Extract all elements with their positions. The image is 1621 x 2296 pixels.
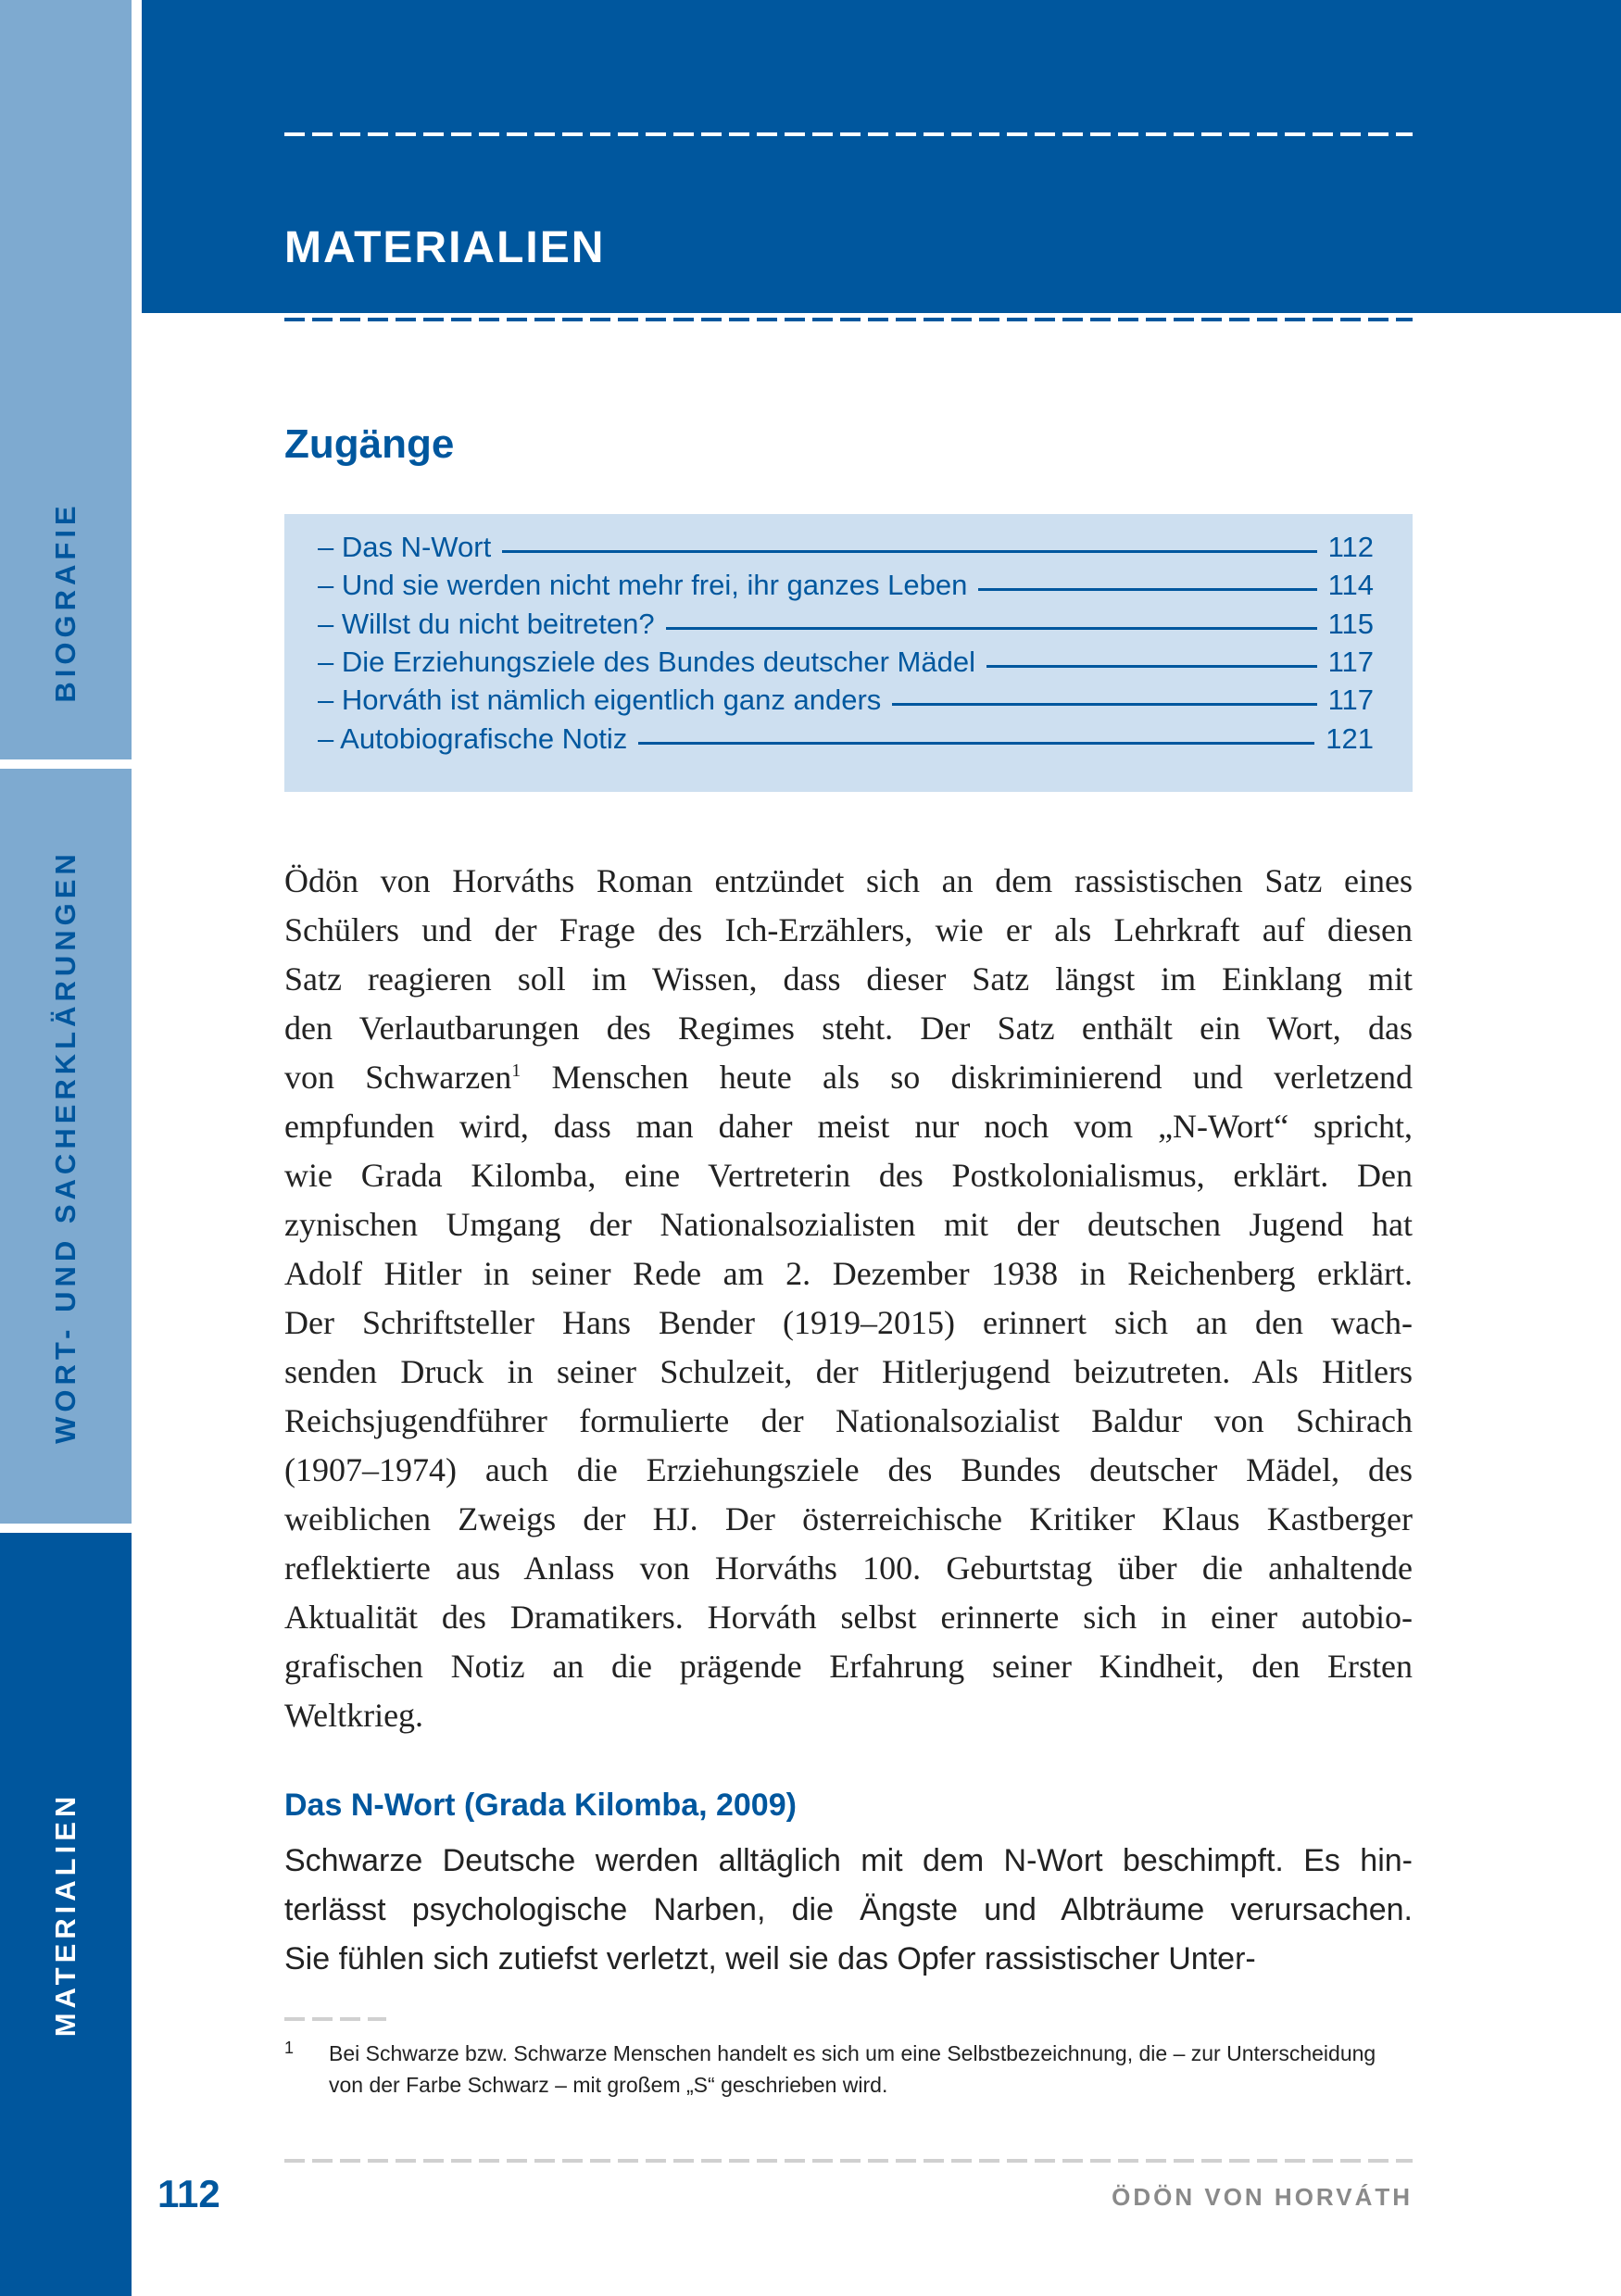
text-line: Ödön von Horváths Roman entzündet sich an dem rassistischen Satz eines <box>284 862 1413 899</box>
footnote-divider <box>284 2017 386 2021</box>
divider <box>284 132 1413 136</box>
section-title: Zugänge <box>284 421 455 467</box>
sidebar-tab-wort-und-sacherklaerungen[interactable] <box>0 769 132 1524</box>
toc-leader <box>502 550 1316 553</box>
divider <box>284 318 1413 321</box>
toc-leader <box>986 665 1317 668</box>
sidebar-tab-biografie[interactable] <box>0 0 132 759</box>
toc-entry-page: 117 <box>1327 645 1374 678</box>
toc-entry[interactable] <box>318 608 1374 641</box>
text-line: Schwarze Deutsche werden alltäglich mit dem N-Wort beschimpft. Es hin- <box>284 1843 1413 1878</box>
sidebar-tab-label: MATERIALIEN <box>49 1791 82 2038</box>
text-line: terlässt psychologische Narben, die Ängste und Albträume verursachen. <box>284 1892 1413 1927</box>
toc-entry-page: 115 <box>1327 607 1374 640</box>
toc-entry-label: – Autobiografische Notiz <box>318 721 628 755</box>
sidebar-tab-materialien[interactable] <box>0 1533 132 2296</box>
text-line: Schülers und der Frage des Ich-Erzählers, wie er als Lehrkraft auf diesen <box>284 911 1413 948</box>
text-line: grafischen Notiz an die prägende Erfahrung seiner Kindheit, den Ersten <box>284 1648 1413 1685</box>
running-footer-author: ÖDÖN VON HORVÁTH <box>1112 2183 1413 2211</box>
footnote <box>284 2038 1413 2101</box>
toc-leader <box>892 703 1316 706</box>
text-line: Reichsjugendführer formulierte der Nationalsozialist Baldur von Schirach <box>284 1402 1413 1439</box>
text-line: zynischen Umgang der Nationalsozialisten mit der deutschen Jugend hat <box>284 1206 1413 1243</box>
toc-entry-label: – Das N-Wort <box>318 531 492 563</box>
text-line: wie Grada Kilomba, eine Vertreterin des Postkolonialismus, erklärt. Den <box>284 1157 1413 1194</box>
footnote-number: 1 <box>284 2039 295 2057</box>
text-line: (1907–1974) auch die Erziehungsziele des Bundes deutscher Mädel, des <box>284 1451 1413 1488</box>
toc-leader <box>978 588 1316 591</box>
text-line: Aktualität des Dramatikers. Horváth selbst erinnerte sich in einer autobio- <box>284 1599 1413 1636</box>
text-line: weiblichen Zweigs der HJ. Der österreichische Kritiker Klaus Kastberger <box>284 1500 1413 1537</box>
page-number: 112 <box>157 2172 220 2215</box>
footnote-text: Bei Schwarze bzw. Schwarze Menschen handelt es sich um eine Selbstbezeichnung, die – zur Unterscheidung von der Farbe Schwarz – mit großem „S“ geschrieben wird. <box>329 2041 1376 2097</box>
text-line: von Schwarzen$^1$ Menschen heute als so diskriminierend und verletzend <box>284 1059 1414 1096</box>
toc-entry-label: – Die Erziehungsziele des Bundes deutscher Mädel <box>318 645 975 678</box>
text-line: Sie fühlen sich zutiefst verletzt, weil sie das Opfer rassistischer Unter- <box>284 1941 1256 1976</box>
text-line: Adolf Hitler in seiner Rede am 2. Dezember 1938 in Reichenberg erklärt. <box>284 1255 1413 1292</box>
text-line: Satz reagieren soll im Wissen, dass dieser Satz längst im Einklang mit <box>284 960 1413 997</box>
text-line: reflektierte aus Anlass von Horváths 100. Geburtstag über die anhaltende <box>284 1549 1413 1587</box>
sidebar-tab-label: BIOGRAFIE <box>49 501 82 703</box>
toc-entry[interactable] <box>318 684 1374 717</box>
toc-entry-page: 121 <box>1326 721 1374 755</box>
text-line: den Verlautbarungen des Regimes steht. Der Satz enthält ein Wort, das <box>284 1010 1413 1047</box>
text-line: Der Schriftsteller Hans Bender (1919–2015) erinnert sich an den wach- <box>284 1304 1413 1341</box>
toc-entry-page: 114 <box>1327 569 1374 602</box>
text-line: Weltkrieg. <box>284 1697 424 1734</box>
subsection-title: Das N-Wort (Grada Kilomba, 2009) <box>284 1788 797 1823</box>
chapter-title: MATERIALIEN <box>284 223 606 272</box>
subsection-paragraph <box>284 1837 1413 1984</box>
intro-paragraph <box>284 857 1413 1740</box>
toc-entry-label: – Willst du nicht beitreten? <box>318 607 655 640</box>
footnote-ref: 1 <box>511 1060 521 1081</box>
footer-divider <box>284 2159 1413 2163</box>
toc-entry[interactable] <box>318 531 1374 564</box>
toc-entry-page: 117 <box>1327 684 1374 717</box>
table-of-contents <box>284 514 1413 792</box>
toc-entry[interactable] <box>318 646 1374 679</box>
toc-entry-label: – Horváth ist nämlich eigentlich ganz anders <box>318 684 882 717</box>
toc-leader <box>666 627 1317 630</box>
toc-entry-page: 112 <box>1327 531 1374 563</box>
toc-leader <box>638 742 1314 745</box>
text-line: senden Druck in seiner Schulzeit, der Hitlerjugend beizutreten. Als Hitlers <box>284 1353 1413 1390</box>
toc-entry-label: – Und sie werden nicht mehr frei, ihr ganzes Leben <box>318 569 968 602</box>
toc-entry[interactable] <box>318 722 1374 756</box>
toc-entry[interactable] <box>318 569 1374 602</box>
sidebar-tab-label: WORT- UND SACHERKLÄRUNGEN <box>49 848 82 1444</box>
text-line: empfunden wird, dass man daher meist nur noch vom „N-Wort“ spricht, <box>284 1108 1413 1145</box>
